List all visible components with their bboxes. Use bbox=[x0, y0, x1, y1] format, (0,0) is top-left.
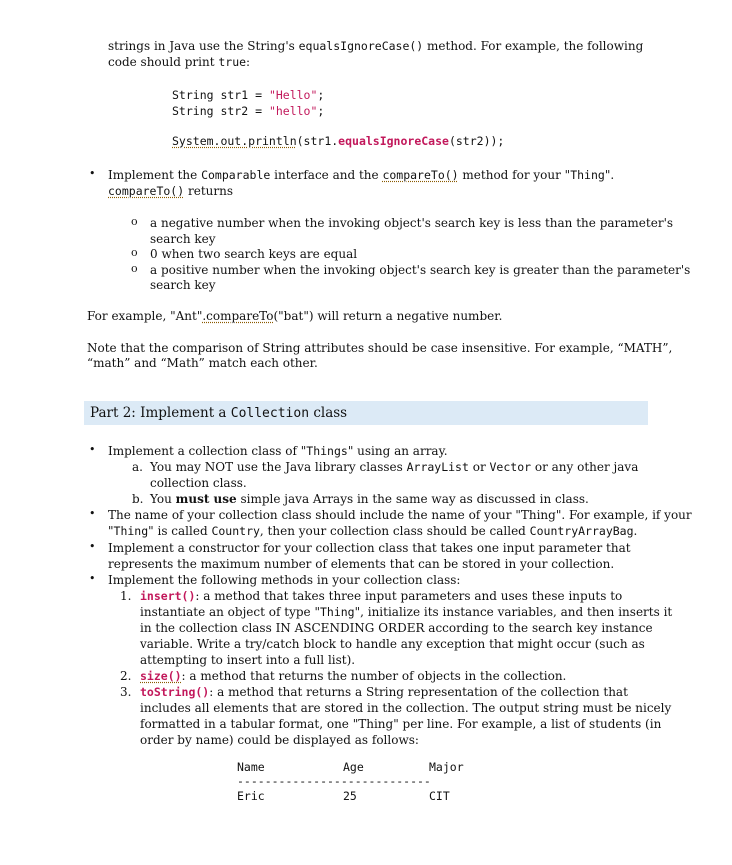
method-3-line-1: toString(): a method that returns a String representation of the collection that bbox=[140, 685, 628, 699]
method-2-number: 2. bbox=[120, 669, 132, 683]
bullet-icon: • bbox=[89, 572, 96, 585]
method-1-line-3: in the collection class IN ASCENDING ORDER according to the search key instance bbox=[140, 621, 653, 635]
note-line-2: “math” and “Math” match each other. bbox=[87, 356, 318, 370]
method-1-line-2: instantiate an object of type "Thing", initialize its instance variables, and then inserts it bbox=[140, 605, 673, 619]
code-line-2: String str2 = "hello"; bbox=[172, 104, 325, 118]
bullet-icon: • bbox=[89, 167, 96, 180]
method-1-line-5: attempting to insert into a full list). bbox=[140, 653, 356, 667]
compare-line-2: compareTo() returns bbox=[108, 184, 233, 198]
method-1-number: 1. bbox=[120, 589, 132, 603]
method-3-number: 3. bbox=[120, 685, 132, 699]
bullet-icon: • bbox=[89, 540, 96, 553]
example-line: For example, "Ant".compareTo("bat") will return a negative number. bbox=[87, 309, 503, 323]
method-3-line-4: order by name) could be displayed as follows: bbox=[140, 733, 419, 747]
sub-a-line-1: You may NOT use the Java library classes ArrayList or Vector or any other java bbox=[150, 460, 639, 474]
bullet-3-line-1: Implement a constructor for your collection class that takes one input parameter that bbox=[108, 541, 631, 555]
bullet-2-line-1: The name of your collection class should include the name of your "Thing". For example, if your bbox=[108, 508, 692, 522]
compare-sub-1b: search key bbox=[150, 232, 216, 246]
sub-b-label: b. bbox=[132, 492, 144, 506]
table-divider: ---------------------------- bbox=[237, 774, 431, 788]
bullet-4: Implement the following methods in your collection class: bbox=[108, 573, 461, 587]
bullet-3-line-2: represents the maximum number of elements that can be stored in your collection. bbox=[108, 557, 615, 571]
method-1-line-4: variable. Write a try/catch block to handle any exception that might occur (such as bbox=[140, 637, 645, 651]
intro-line-1: strings in Java use the String's equalsIgnoreCase() method. For example, the following bbox=[108, 39, 644, 53]
table-cell-age: 25 bbox=[343, 789, 357, 803]
bullet-icon: • bbox=[89, 507, 96, 520]
sub-b-line: You must use simple java Arrays in the same way as discussed in class. bbox=[150, 492, 589, 506]
bullet-icon: • bbox=[89, 443, 96, 456]
code-line-1: String str1 = "Hello"; bbox=[172, 88, 325, 102]
compare-sub-2: 0 when two search keys are equal bbox=[150, 247, 358, 261]
circle-bullet-icon: o bbox=[131, 246, 138, 259]
sub-a-line-2: collection class. bbox=[150, 476, 247, 490]
method-1-line-1: insert(): a method that takes three input parameters and uses these inputs to bbox=[140, 589, 623, 603]
circle-bullet-icon: o bbox=[131, 262, 138, 275]
method-3-line-3: formatted in a tabular format, one "Thing" per line. For example, a list of students (in bbox=[140, 717, 662, 731]
table-cell-name: Eric bbox=[237, 789, 265, 803]
intro-line-2: code should print true: bbox=[108, 55, 251, 69]
method-3-line-2: includes all elements that are stored in the collection. The output string must be nicely bbox=[140, 701, 672, 715]
circle-bullet-icon: o bbox=[131, 215, 138, 228]
code-line-3: System.out.println(str1.equalsIgnoreCase(str2)); bbox=[172, 134, 505, 148]
sub-a-label: a. bbox=[132, 460, 143, 474]
table-header-age: Age bbox=[343, 760, 364, 774]
compare-sub-3b: search key bbox=[150, 278, 216, 292]
compare-sub-3: a positive number when the invoking object's search key is greater than the parameter's bbox=[150, 263, 691, 277]
bullet-2-line-2: "Thing" is called Country, then your collection class should be called CountryArrayBag. bbox=[108, 524, 638, 538]
method-2-line-1: size(): a method that returns the number of objects in the collection. bbox=[140, 669, 567, 683]
bullet-1: Implement a collection class of "Things" using an array. bbox=[108, 444, 448, 458]
table-header-major: Major bbox=[429, 760, 464, 774]
compare-sub-1: a negative number when the invoking object's search key is less than the parameter's bbox=[150, 216, 674, 230]
compare-line-1: Implement the Comparable interface and the compareTo() method for your "Thing". bbox=[108, 168, 615, 182]
table-cell-major: CIT bbox=[429, 789, 450, 803]
table-header-name: Name bbox=[237, 760, 265, 774]
note-line-1: Note that the comparison of String attributes should be case insensitive. For example, “MATH”, bbox=[87, 341, 673, 355]
part-2-heading: Part 2: Implement a Collection class bbox=[90, 405, 348, 421]
